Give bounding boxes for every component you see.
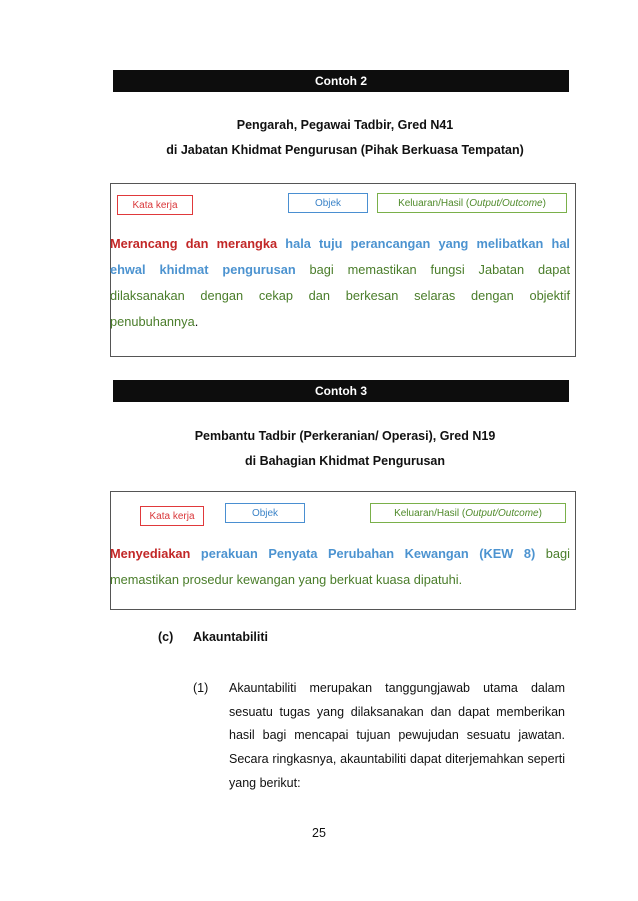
example2-heading-bar bbox=[113, 70, 569, 92]
example2-statement: Merancang dan merangka hala tuju perancangan yang melibatkan hal ehwal khidmat pengurusan bagi memastikan fungsi Jabatan dapat dilaksanakan dengan cekap dan berkesan selaras dengan objektif penubuhannya. bbox=[110, 236, 571, 329]
section-c-label: (c) bbox=[158, 630, 174, 644]
example3-outcome: bagi memastikan prosedur kewangan yang berkuat kuasa dipatuhi. bbox=[110, 546, 570, 587]
example3-tag-object: Objek bbox=[225, 503, 305, 523]
example2-object: hala tuju perancangan yang melibatkan hal ehwal khidmat pengurusan bbox=[110, 236, 570, 277]
example3-heading: Contoh 3 bbox=[315, 384, 367, 398]
example3-heading-bar bbox=[113, 380, 569, 402]
example3-title-line1: Pembantu Tadbir (Perkeranian/ Operasi), Gred N19 bbox=[194, 429, 496, 443]
page-number: 25 bbox=[312, 826, 326, 840]
example3-tag-verb: Kata kerja bbox=[140, 506, 204, 526]
example2-title-line1: Pengarah, Pegawai Tadbir, Gred N41 bbox=[236, 118, 454, 132]
item-1-number: (1) bbox=[193, 681, 209, 695]
example2-tag-object: Objek bbox=[288, 193, 368, 213]
item-1-text: Akauntabiliti merupakan tanggungjawab utama dalam sesuatu tugas yang dilaksanakan dan dapat memberikan hasil bagi mencapai tujuan pewujudan sesuatu jawatan. Secara ringkasnya, akauntabiliti dapat diterjemahkan seperti yang berikut: bbox=[229, 681, 565, 790]
example2-verb: Merancang dan merangka bbox=[110, 236, 278, 251]
section-c-title: Akauntabiliti bbox=[193, 630, 269, 644]
example3-tag-outcome: Keluaran/Hasil (Output/Outcome) bbox=[370, 503, 566, 523]
example2-tag-outcome: Keluaran/Hasil (Output/Outcome) bbox=[377, 193, 567, 213]
example2-outcome: bagi memastikan fungsi Jabatan dapat dilaksanakan dengan cekap dan berkesan selaras dengan objektif penubuhannya bbox=[110, 262, 571, 329]
example3-title-line2: di Bahagian Khidmat Pengurusan bbox=[244, 454, 446, 468]
example3-verb: Menyediakan bbox=[110, 546, 191, 561]
example3-object: perakuan Penyata Perubahan Kewangan (KEW 8) bbox=[200, 546, 536, 561]
example2-tag-verb: Kata kerja bbox=[117, 195, 193, 215]
example3-statement bbox=[110, 541, 570, 593]
example2-heading: Contoh 2 bbox=[315, 74, 367, 88]
example2-title-line2: di Jabatan Khidmat Pengurusan (Pihak Berkuasa Tempatan) bbox=[166, 143, 524, 157]
